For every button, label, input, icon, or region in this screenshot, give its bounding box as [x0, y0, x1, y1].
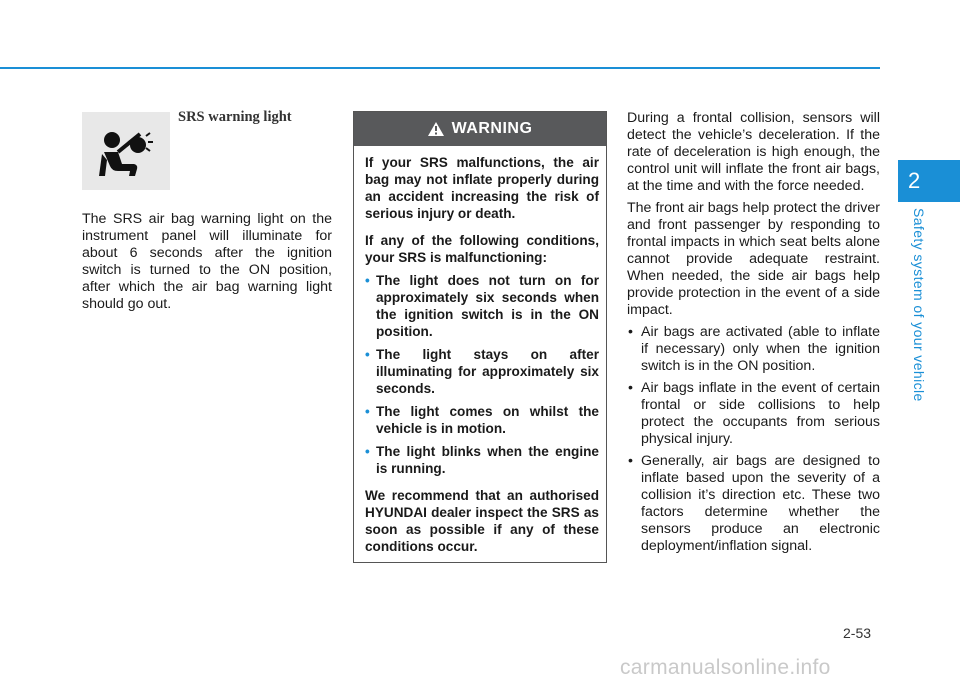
warning-heading: WARNING: [451, 120, 533, 137]
warning-item: • The light does not turn on for approximately six seconds when the ignition switch is in the ON position.: [365, 272, 599, 340]
watermark: carmanualsonline.info: [620, 656, 831, 679]
warning-list: [365, 272, 599, 477]
right-column: [627, 110, 880, 555]
warning-item: • The light comes on whilst the vehicle is in motion.: [365, 403, 599, 437]
list-item: • Air bags are activated (able to inflate if necessary) only when the ignition switch is in the ON position.: [627, 324, 880, 375]
warning-item: • The light blinks when the engine is running.: [365, 443, 599, 477]
page-number: 2-53: [843, 625, 872, 641]
warning-box: [353, 111, 607, 563]
front-airbag-paragraph: The front air bags help protect the driver and front passenger by responding to frontal impacts in which seat belts alone cannot provide adequate restraint. When needed, the side air bags help provide protection in the event of a side impact.: [627, 200, 880, 318]
section-title: SRS warning light: [178, 109, 292, 125]
airbag-warning-icon: [82, 112, 170, 190]
warning-closing: We recommend that an authorised HYUNDAI dealer inspect the SRS as soon as possible if any of these conditions occur.: [365, 488, 599, 554]
warning-lead: If any of the following conditions, your SRS is malfunctioning:: [365, 233, 599, 265]
chapter-tab: 2: [898, 160, 960, 202]
warning-intro: If your SRS malfunctions, the air bag may not inflate properly during an accident increasing the risk of serious injury or death.: [365, 155, 599, 221]
header-rule: [0, 67, 880, 69]
list-item: • Air bags inflate in the event of certain frontal or side collisions to help protect the occupants from serious physical injury.: [627, 380, 880, 448]
collision-paragraph: During a frontal collision, sensors will detect the vehicle’s deceleration. If the rate of deceleration is high enough, the control unit will inflate the front air bags, at the time and with the force needed.: [627, 110, 880, 194]
warning-body: [354, 146, 606, 555]
warning-item: • The light stays on after illuminating for approximately six seconds.: [365, 346, 599, 397]
warning-header: [354, 112, 606, 146]
section-body: The SRS air bag warning light on the instrument panel will illuminate for about 6 seconds after the ignition switch is turned to the ON position, after which the air bag warning light should go out.: [82, 211, 332, 312]
list-item: • Generally, air bags are designed to inflate based upon the severity of a collision it’s direction etc. These two factors determine whether the sensors produce an electronic deployment/inflation signal.: [627, 453, 880, 555]
airbag-bullet-list: [627, 324, 880, 555]
chapter-title: Safety system of your vehicle: [911, 208, 927, 402]
warning-triangle-icon: [428, 122, 444, 136]
